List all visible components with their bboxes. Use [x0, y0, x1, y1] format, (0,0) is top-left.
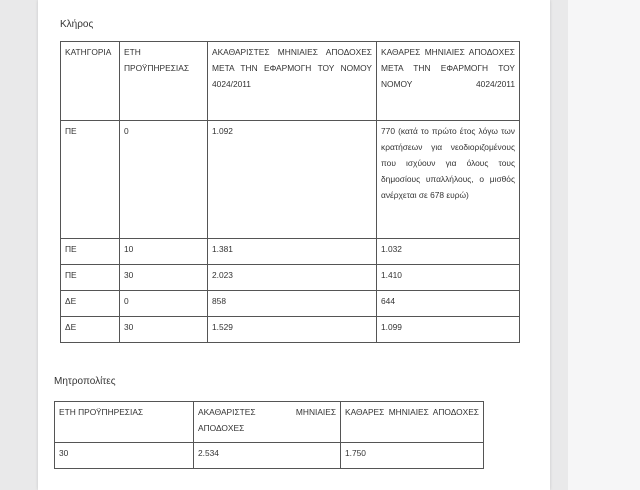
cell-net: 1.750	[341, 443, 484, 469]
metropolitans-salary-table	[54, 401, 484, 469]
table-row	[55, 443, 484, 469]
cell-gross: 1.092	[208, 121, 377, 239]
table-row	[61, 239, 520, 265]
cell-years: 30	[120, 317, 208, 343]
cell-category: ΠΕ	[61, 239, 120, 265]
clergy-salary-table	[60, 41, 520, 343]
table-header-row	[61, 42, 520, 121]
table-row	[61, 317, 520, 343]
clergy-section-title: Κλήρος	[60, 19, 94, 30]
table-row	[61, 121, 520, 239]
cell-years: 30	[55, 443, 194, 469]
cell-net: 644	[377, 291, 520, 317]
cell-category: ΠΕ	[61, 121, 120, 239]
cell-category: ΠΕ	[61, 265, 120, 291]
cell-category: ΔΕ	[61, 317, 120, 343]
header-gross-monthly: ΑΚΑΘΑΡΙΣΤΕΣ ΜΗΝΙΑΙΕΣ ΑΠΟΔΟΧΕΣ	[194, 402, 341, 443]
header-years-of-service: ΕΤΗ ΠΡΟΫΠΗΡΕΣΙΑΣ	[55, 402, 194, 443]
cell-net: 770 (κατά το πρώτο έτος λόγω των κρατήσεων για νεοδιοριζομένους που ισχύουν για όλους τους δημοσίους υπαλλήλους, ο μισθός ανέρχεται σε 678 ευρώ)	[377, 121, 520, 239]
cell-gross: 858	[208, 291, 377, 317]
header-net-monthly: ΚΑΘΑΡΕΣ ΜΗΝΙΑΙΕΣ ΑΠΟΔΟΧΕΣ	[341, 402, 484, 443]
header-net-monthly: ΚΑΘΑΡΕΣ ΜΗΝΙΑΙΕΣ ΑΠΟΔΟΧΕΣ ΜΕΤΑ ΤΗΝ ΕΦΑΡΜΟΓΗ ΤΟΥ ΝΟΜΟΥ 4024/2011	[377, 42, 520, 121]
header-gross-monthly: ΑΚΑΘΑΡΙΣΤΕΣ ΜΗΝΙΑΙΕΣ ΑΠΟΔΟΧΕΣ ΜΕΤΑ ΤΗΝ ΕΦΑΡΜΟΓΗ ΤΟΥ ΝΟΜΟΥ 4024/2011	[208, 42, 377, 121]
cell-net: 1.410	[377, 265, 520, 291]
cell-years: 10	[120, 239, 208, 265]
cell-years: 0	[120, 291, 208, 317]
table-header-row	[55, 402, 484, 443]
cell-years: 30	[120, 265, 208, 291]
table-row	[61, 291, 520, 317]
cell-net: 1.032	[377, 239, 520, 265]
cell-gross: 2.534	[194, 443, 341, 469]
cell-net: 1.099	[377, 317, 520, 343]
header-category: ΚΑΤΗΓΟΡΙΑ	[61, 42, 120, 121]
table-row	[61, 265, 520, 291]
viewer-side-panel	[568, 0, 640, 490]
cell-years: 0	[120, 121, 208, 239]
cell-gross: 1.529	[208, 317, 377, 343]
cell-gross: 2.023	[208, 265, 377, 291]
cell-gross: 1.381	[208, 239, 377, 265]
document-page	[38, 0, 550, 490]
cell-category: ΔΕ	[61, 291, 120, 317]
metropolitans-section-title: Μητροπολίτες	[54, 376, 116, 387]
header-years-of-service: ΕΤΗ ΠΡΟΫΠΗΡΕΣΙΑΣ	[120, 42, 208, 121]
